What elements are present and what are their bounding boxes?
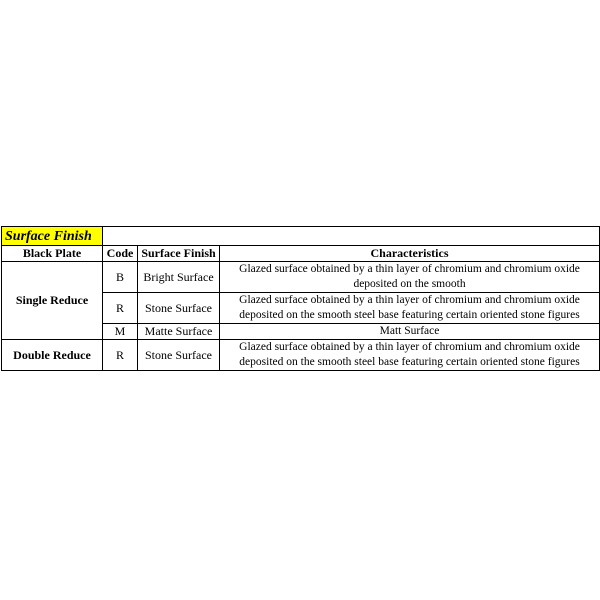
header-row (2, 246, 600, 262)
surface-finish-cell: Matte Surface (138, 324, 220, 340)
header-black-plate: Black Plate (2, 246, 103, 262)
code-cell: B (103, 262, 138, 293)
table-row (2, 340, 600, 371)
surface-finish-cell: Bright Surface (138, 262, 220, 293)
title-row-blank (103, 227, 600, 246)
title-row (2, 227, 600, 246)
header-characteristics: Characteristics (220, 246, 600, 262)
characteristics-cell: Glazed surface obtained by a thin layer of chromium and chromium oxide deposited on the smooth (220, 262, 600, 293)
code-cell: M (103, 324, 138, 340)
characteristics-cell: Glazed surface obtained by a thin layer of chromium and chromium oxide deposited on the smooth steel base featuring certain oriented stone figures (220, 340, 600, 371)
table-title: Surface Finish (2, 227, 103, 246)
surface-finish-table (1, 226, 600, 371)
code-cell: R (103, 293, 138, 324)
table-row (2, 262, 600, 293)
header-surface-finish: Surface Finish (138, 246, 220, 262)
surface-finish-cell: Stone Surface (138, 340, 220, 371)
characteristics-cell: Matt Surface (220, 324, 600, 340)
characteristics-cell: Glazed surface obtained by a thin layer of chromium and chromium oxide deposited on the smooth steel base featuring certain oriented stone figures (220, 293, 600, 324)
code-cell: R (103, 340, 138, 371)
header-code: Code (103, 246, 138, 262)
group-double-reduce: Double Reduce (2, 340, 103, 371)
group-single-reduce: Single Reduce (2, 262, 103, 340)
surface-finish-cell: Stone Surface (138, 293, 220, 324)
